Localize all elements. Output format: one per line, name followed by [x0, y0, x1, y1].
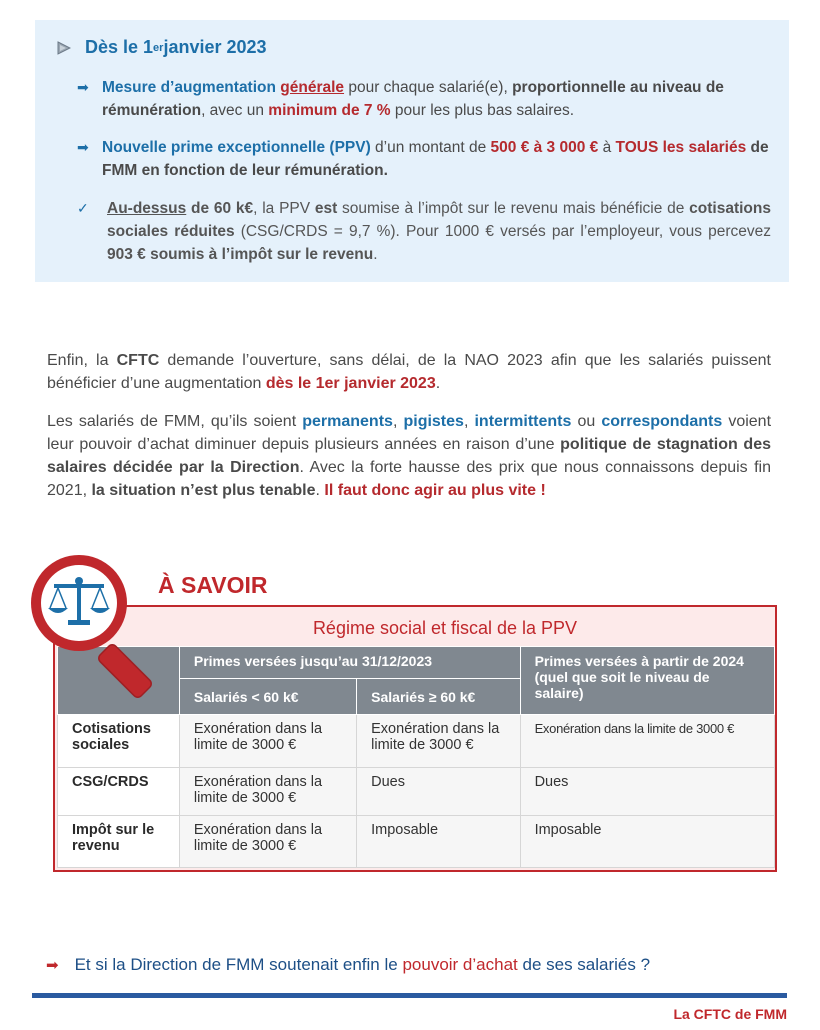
- table-cell: Exonération dans la limite de 3000 €: [179, 816, 356, 868]
- table-header-group2: Primes versées à partir de 2024 (quel que soit le niveau de salaire): [520, 647, 774, 715]
- magnifier-scales-icon: [26, 550, 166, 700]
- table-cell: Imposable: [520, 816, 774, 868]
- table-cell: Exonération dans la limite de 3000 €: [179, 715, 356, 768]
- bullet-ppv-bonus: ➡ Nouvelle prime exceptionnelle (PPV) d’un montant de 500 € à 3 000 € à TOUS les salariés de FMM en fonction de leur rémunération.: [77, 136, 771, 182]
- asavoir-title: À SAVOIR: [158, 572, 268, 598]
- table-cell: Exonération dans la limite de 3000 €: [520, 715, 774, 768]
- play-triangle-icon: [57, 41, 71, 55]
- right-arrow-icon: ➡: [77, 79, 89, 95]
- paragraph-nao-request: Enfin, la CFTC demande l’ouverture, sans délai, de la NAO 2023 afin que les salariés puissent bénéficier d’une augmentation dès le 1er janvier 2023.: [47, 352, 772, 392]
- footer-divider: [32, 993, 787, 998]
- ppv-table-title: Régime social et fiscal de la PPV: [312, 618, 578, 638]
- right-arrow-icon: ➡: [46, 957, 59, 974]
- bullet-general-increase: ➡ Mesure d’augmentation générale pour chaque salarié(e), proportionnelle au niveau de rémunération, avec un minimum de 7 % pour les plus bas salaires.: [77, 76, 771, 122]
- table-cell: Exonération dans la limite de 3000 €: [179, 768, 356, 816]
- table-header-over-60k: Salariés ≥ 60 k€: [357, 679, 520, 715]
- row-label: Impôt sur le revenu: [58, 816, 180, 868]
- row-label: Cotisations sociales: [58, 715, 180, 768]
- info-title: Dès le 1 er janvier 2023: [57, 37, 267, 58]
- table-cell: Dues: [520, 768, 774, 816]
- signature: La CFTC de FMM: [673, 1006, 787, 1022]
- checkmark-icon: ✓: [77, 200, 89, 216]
- table-header-under-60k: Salariés < 60 k€: [179, 679, 356, 715]
- right-arrow-icon: ➡: [77, 139, 89, 155]
- table-cell: Dues: [357, 768, 520, 816]
- info-box: [35, 20, 789, 282]
- table-cell: Imposable: [357, 816, 520, 868]
- row-label: CSG/CRDS: [58, 768, 180, 816]
- paragraph-purchasing-power: Les salariés de FMM, qu’ils soient permanents, pigistes, intermittents ou correspondants voient leur pouvoir d’achat diminuer depuis plusieurs années en raison d’une politique de stagnation des salaires décidée par la Direction. Avec la forte hausse des prix que nous connaissons depuis fin 2021, la situation n’est plus tenable. Il faut donc agir au plus vite !: [47, 413, 772, 499]
- closing-question: ➡ Et si la Direction de FMM soutenait enfin le pouvoir d’achat de ses salariés ?: [46, 955, 651, 974]
- table-row: [58, 715, 775, 768]
- table-cell: Exonération dans la limite de 3000 €: [357, 715, 520, 768]
- table-header-group1: Primes versées jusqu’au 31/12/2023: [179, 647, 520, 679]
- bullet-above-60k: ✓ Au-dessus de 60 k€, la PPV est soumise à l’impôt sur le revenu mais bénéficie de cotisations sociales réduites (CSG/CRDS = 9,7 %). Pour 1000 € versés par l’employeur, vous percevez 903 € soumis à l’impôt sur le revenu.: [77, 197, 771, 266]
- table-row: [58, 816, 775, 868]
- table-row: [58, 768, 775, 816]
